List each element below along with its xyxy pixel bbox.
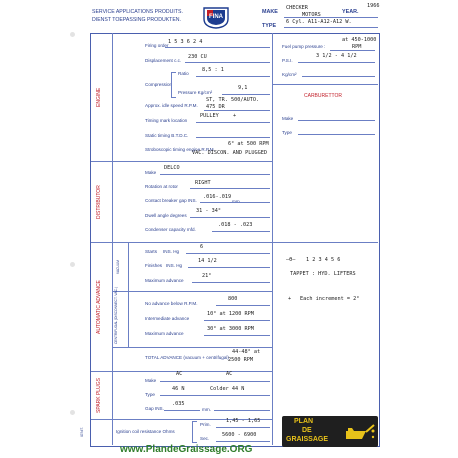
strobo-timing-label: Stroboscopic timing engine R.P.M. <box>145 147 215 152</box>
spark-gap-unit: mm. <box>202 407 211 412</box>
centrifugal-intermediate-underline <box>204 320 270 321</box>
carburettor-type-label: Type <box>282 130 292 135</box>
section-ignition: IG'NIT. <box>80 427 84 437</box>
carburettor-make-label: Make <box>282 116 294 121</box>
header-make-value-1: CHECKER <box>286 5 308 11</box>
carburettor-top-divider <box>272 84 378 85</box>
vacuum-max-advance-value: 21° <box>202 273 212 279</box>
carburettor-make-underline <box>298 120 375 121</box>
vacuum-finishes-underline <box>188 267 270 268</box>
divider-centrifugal-total <box>112 347 272 348</box>
ignition-prim-label: Prim. <box>200 422 211 427</box>
notes-lifters: TAPPET : HYD. LIFTERS <box>290 271 356 277</box>
rotation-label: Rotation at rotor <box>145 184 178 189</box>
fuel-pump-label: Fuel pump pressure : <box>282 44 326 49</box>
displacement-underline <box>185 62 270 63</box>
binder-hole-middle <box>70 262 75 267</box>
idle-speed-value-1: ST, TR. 500/AUTO. <box>206 97 260 103</box>
header-title-line1: SERVICE APPLICATIONS PRODUITS. <box>92 9 183 15</box>
logo-line-plan: PLAN <box>294 418 314 425</box>
ignition-sec-underline <box>216 441 270 442</box>
ratio-value: 8,5 : 1 <box>202 67 224 73</box>
dwell-angle-value: 31 - 34° <box>196 208 221 214</box>
fina-logo <box>202 5 230 29</box>
distributor-make-value: DELCO <box>164 165 180 171</box>
notes-cylinder-dash: —θ— <box>286 257 296 263</box>
total-advance-label: TOTAL ADVANCE (vacuum + centrifugal) <box>145 355 229 360</box>
ignition-prim-value: 1,45 - 1,65 <box>226 418 261 424</box>
timing-mark-underline <box>196 122 270 123</box>
total-advance-value-2: 2500 RPM <box>228 357 253 363</box>
centrifugal-max-advance-value: 30° at 3000 RPM <box>207 326 254 332</box>
ignition-coil-brace <box>192 421 197 443</box>
advance-subcolumn-divider <box>128 242 129 347</box>
timing-mark-label: Timing mark location <box>145 118 188 123</box>
section-centrifugal: CENTRIFUGAL (DISCONNECT. VAC.) <box>114 287 118 344</box>
spark-make-value-1: AC <box>176 371 183 377</box>
header-make-underline <box>284 17 378 18</box>
spark-type-underline <box>160 395 270 396</box>
strobo-timing-value-2: VAC. DISCON. AND PLUGGED <box>192 150 267 156</box>
divider-distributor-advance <box>91 242 272 243</box>
pressure-label: Pressure Kg/cm² <box>178 90 213 95</box>
dwell-angle-underline <box>190 217 270 218</box>
ignition-sec-label: Sec. <box>200 436 210 441</box>
fuel-pump-value-1: at 450-1000 <box>342 37 377 43</box>
logo-line-de: DE <box>302 427 312 434</box>
vacuum-max-advance-underline <box>192 282 270 283</box>
pressure-value: 9,1 <box>238 85 248 91</box>
dwell-angle-label: Dwell angle degrees <box>145 213 187 218</box>
vacuum-finishes-unit: INS. Hg <box>166 263 183 268</box>
vacuum-starts-label: Starts <box>145 249 157 254</box>
spark-gap-mm-underline <box>214 410 270 411</box>
carburettor-type-underline <box>298 134 375 135</box>
fuel-psi-underline <box>298 62 375 63</box>
binder-hole-bottom <box>70 410 75 415</box>
ignition-sec-value: 5600 - 6900 <box>222 432 257 438</box>
oil-can-icon <box>342 419 376 447</box>
pressure-underline <box>222 94 270 95</box>
binder-hole-top <box>70 32 75 37</box>
section-automatic-advance: AUTOMATIC ADVANCE <box>96 280 102 334</box>
centrifugal-no-advance-underline <box>216 305 270 306</box>
spark-type-value-2: Colder 44 N <box>210 386 245 392</box>
form-section-label-column <box>112 33 113 445</box>
idle-speed-value-2: 475 DR <box>206 104 225 110</box>
centrifugal-no-advance-value: 800 <box>228 296 238 302</box>
centrifugal-no-advance-label: No advance below R.P.M. <box>145 301 198 306</box>
carburettor-title: CARBURETTOR <box>304 93 342 99</box>
timing-mark-value: PULLEY <box>200 113 219 119</box>
firing-order-value: 1 5 3 6 2 4 <box>168 39 203 45</box>
distributor-make-underline <box>160 174 270 175</box>
breaker-gap-underline <box>200 202 270 203</box>
ratio-label: Ratio <box>178 71 189 76</box>
vacuum-starts-underline <box>186 253 270 254</box>
ignition-prim-underline <box>216 427 270 428</box>
section-distributor: DISTRIBUTOR <box>96 185 102 219</box>
notes-top-divider <box>272 242 378 243</box>
firing-order-label: Firing order <box>145 43 169 48</box>
timing-mark-plus: + <box>233 113 237 119</box>
rotation-underline <box>190 188 270 189</box>
displacement-value: 230 CU <box>188 54 207 60</box>
notes-increment-plus: + <box>288 296 292 302</box>
section-spark-plugs: SPARK PLUGS <box>96 378 102 414</box>
form-column-divider <box>272 33 273 445</box>
centrifugal-max-advance-underline <box>204 335 270 336</box>
header-year-value: 1966 <box>367 3 380 9</box>
centrifugal-intermediate-label: Intermediate advance <box>145 316 190 321</box>
spark-make-value-2: AC <box>226 371 233 377</box>
logo-line-graissage: GRAISSAGE <box>286 436 329 443</box>
vacuum-max-advance-label: Maximum advance <box>145 278 184 283</box>
breaker-gap-unit: mm <box>232 199 240 204</box>
fuel-pump-underline <box>330 50 375 51</box>
strobo-timing-value-1: 6° at 500 RPM <box>228 141 269 147</box>
total-advance-value-1: 44-48° at <box>232 349 261 355</box>
fuel-psi-value: 3 1/2 - 4 1/2 <box>316 53 357 59</box>
header-type-value: 6 Cyl. A11-A12-A12 W. <box>286 19 352 25</box>
static-timing-label: Static timing B.T.D.C. <box>145 133 189 138</box>
spark-make-underline <box>160 381 270 382</box>
plan-de-graissage-logo <box>282 416 378 447</box>
fuel-kgcm-underline <box>302 76 375 77</box>
header-type-underline <box>284 27 378 28</box>
spark-make-label: Make <box>145 378 157 383</box>
vacuum-finishes-label: Finishes <box>145 263 163 268</box>
spark-gap-value: .035 <box>172 401 185 407</box>
breaker-gap-value: .016-.019 <box>203 194 232 200</box>
condenser-underline <box>212 231 270 232</box>
fina-logo-text: FINA <box>209 14 223 20</box>
vacuum-starts-unit: INS. Hg <box>163 249 180 254</box>
breaker-gap-label: Contact breaker gap INS. <box>145 198 197 203</box>
header-type-label: TYPE <box>262 23 277 29</box>
condenser-value: .018 - .023 <box>218 222 253 228</box>
vacuum-starts-value: 6 <box>200 244 204 250</box>
section-vacuum: VACUUM <box>116 259 120 275</box>
ratio-underline <box>196 76 270 77</box>
fuel-kgcm-label: Kg/cm² <box>282 72 297 77</box>
divider-engine-distributor <box>91 161 272 162</box>
compression-brace <box>171 72 176 98</box>
vacuum-finishes-value: 14 1/2 <box>198 258 217 264</box>
centrifugal-max-advance-label: Maximum advance <box>145 331 184 336</box>
spark-type-value-1: 46 N <box>172 386 185 392</box>
firing-order-underline <box>165 47 270 48</box>
rotation-value: RIGHT <box>195 180 211 186</box>
watermark-url: www.PlandeGraissage.ORG <box>120 444 253 455</box>
header-year-label: YEAR. <box>342 9 359 15</box>
header-make-value-2: MOTORS <box>302 12 321 18</box>
fuel-psi-label: P.S.I. <box>282 58 293 63</box>
divider-vacuum-centrifugal <box>112 291 272 292</box>
header-make-label: MAKE <box>262 9 278 15</box>
distributor-make-label: Make <box>145 170 157 175</box>
spark-type-label: Type <box>145 392 155 397</box>
idle-speed-underline <box>204 110 270 111</box>
header-title-line2: DIENST TOEPASSING PRODUKTEN. <box>92 17 181 23</box>
ignition-coil-label: Ignition coil resistance Ohms <box>116 429 175 434</box>
fuel-pump-value-2: RPM <box>352 44 362 50</box>
spark-gap-label: Gap INS. <box>145 406 164 411</box>
section-engine: ENGINE <box>96 87 102 108</box>
compression-label: Compression <box>145 82 173 87</box>
notes-increment: Each increment = 2° <box>300 296 360 302</box>
spark-gap-underline <box>164 410 200 411</box>
condenser-label: Condenser capacity mfd. <box>145 227 196 232</box>
centrifugal-intermediate-value: 10° at 1200 RPM <box>207 311 254 317</box>
static-timing-underline <box>196 137 270 138</box>
notes-cylinder-order: 1 2 3 4 5 6 <box>306 257 341 263</box>
displacement-label: Displacement c.c. <box>145 58 182 63</box>
idle-speed-label: Approx. idle speed R.P.M. <box>145 103 198 108</box>
